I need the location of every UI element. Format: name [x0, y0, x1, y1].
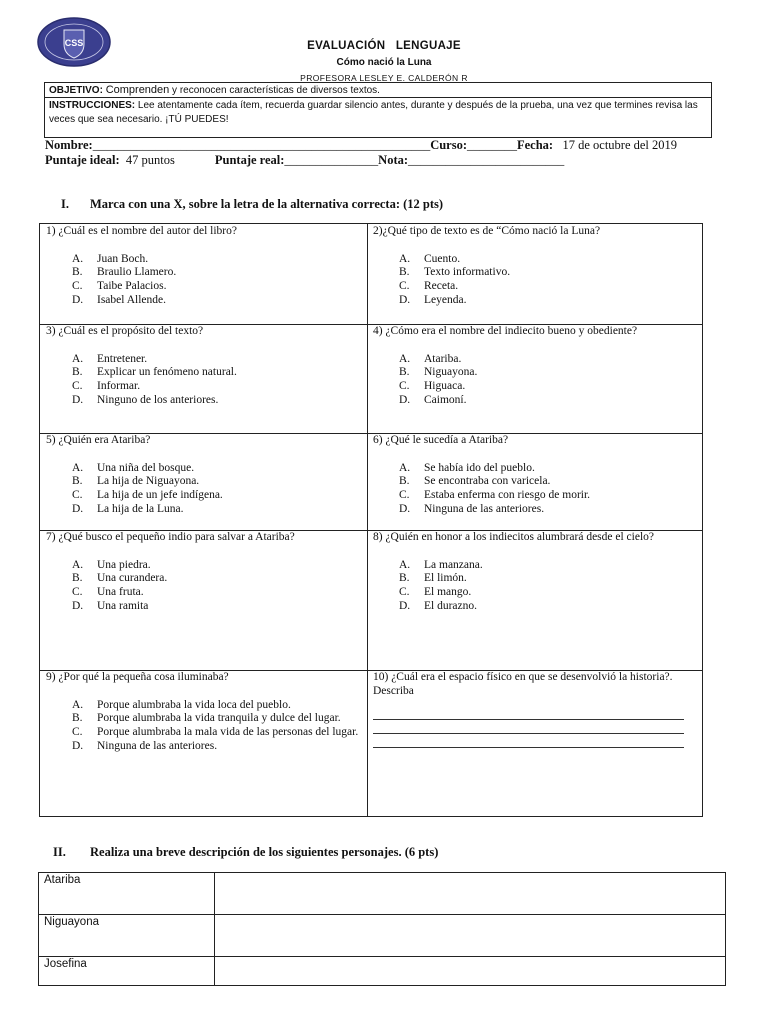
character-row: [39, 957, 725, 985]
option-b[interactable]: B. Texto informativo.: [399, 266, 511, 279]
option-b[interactable]: B. Niguayona.: [399, 366, 478, 379]
section-2-title: Realiza una breve descripción de los siguientes personajes. (6 pts): [90, 845, 439, 859]
option-d[interactable]: D. Ninguna de las anteriores.: [399, 502, 545, 515]
objective-verb: Comprenden: [105, 84, 170, 96]
grade-field[interactable]: _________________________: [408, 153, 565, 167]
course-label: Curso:: [430, 138, 467, 152]
name-label: Nombre:: [45, 138, 93, 152]
option-c[interactable]: C. Una fruta.: [72, 586, 144, 599]
character-name: Atariba: [44, 874, 81, 886]
answer-line[interactable]: [373, 720, 684, 734]
question-7: [40, 530, 367, 670]
option-c[interactable]: C. El mango.: [399, 586, 472, 599]
teacher-name: PROFESORA LESLEY E. CALDERÓN R: [300, 73, 468, 83]
question-text: 4) ¿Cómo era el nombre del indiecito bueno y obediente?: [373, 325, 638, 337]
option-a[interactable]: A. Una piedra.: [72, 558, 151, 571]
option-b[interactable]: B. Explicar un fenómeno natural.: [72, 366, 237, 379]
question-text: 1) ¿Cuál es el nombre del autor del libro?: [46, 225, 237, 237]
option-c[interactable]: C. Porque alumbraba la mala vida de las personas del lugar.: [72, 726, 359, 739]
question-4: [367, 324, 704, 433]
option-a[interactable]: A. Se había ido del pueblo.: [399, 461, 535, 474]
option-b[interactable]: B. Braulio Llamero.: [72, 266, 177, 279]
objective-text: y reconocen características de diversos textos.: [169, 85, 380, 96]
question-3: [40, 324, 367, 433]
instructions-text: Lee atentamente cada ítem, recuerda guardar silencio antes, durante y después de la prueba, una vez que termines revisa las veces que sea necesario. ¡TÚ PUEDES!: [49, 100, 698, 125]
question-text: 9) ¿Por qué la pequeña cosa iluminaba?: [46, 671, 229, 683]
option-b[interactable]: B. La hija de Niguayona.: [72, 475, 200, 488]
objective-box: [44, 82, 712, 138]
section-1-title: Marca con una X, sobre la letra de la alternativa correcta: (12 pts): [90, 197, 444, 211]
questions-table: [39, 223, 703, 817]
ideal-score-label: Puntaje ideal:: [45, 153, 120, 167]
option-a[interactable]: A. Porque alumbraba la vida loca del pueblo.: [72, 698, 291, 711]
option-a[interactable]: A. Juan Boch.: [72, 252, 149, 265]
option-d[interactable]: D. La hija de la Luna.: [72, 502, 184, 515]
option-d[interactable]: D. Ninguno de los anteriores.: [72, 393, 219, 406]
answer-line[interactable]: [373, 734, 684, 748]
name-field[interactable]: ______________________________________________________: [92, 138, 431, 152]
character-row: [39, 873, 725, 915]
question-text: 2)¿Qué tipo de texto es de “Cómo nació la Luna?: [373, 225, 601, 237]
student-info-line-1: [45, 138, 677, 153]
option-d[interactable]: D. Una ramita: [72, 599, 149, 612]
question-text: 10) ¿Cuál era el espacio físico en que se desenvolvió la historia?. Describa: [373, 671, 673, 697]
question-8: [367, 530, 704, 670]
option-c[interactable]: C. Receta.: [399, 280, 459, 293]
option-a[interactable]: A. Una niña del bosque.: [72, 461, 195, 474]
option-d[interactable]: D. Isabel Allende.: [72, 293, 166, 306]
instructions-label: INSTRUCCIONES:: [49, 100, 136, 111]
question-6: [367, 433, 704, 530]
grade-label: Nota:: [378, 153, 409, 167]
option-a[interactable]: A. Atariba.: [399, 352, 462, 365]
real-score-label: Puntaje real:: [214, 153, 285, 167]
option-b[interactable]: B. Una curandera.: [72, 572, 168, 585]
objective-row: [45, 83, 711, 98]
option-d[interactable]: D. Leyenda.: [399, 293, 467, 306]
character-name: Josefina: [44, 958, 87, 970]
option-a[interactable]: A. La manzana.: [399, 558, 483, 571]
option-a[interactable]: A. Entretener.: [72, 352, 148, 365]
section-2-number: II.: [53, 845, 66, 859]
question-text: 7) ¿Qué busco el pequeño indio para salvar a Atariba?: [46, 531, 295, 543]
question-9: [40, 670, 367, 816]
instructions-row: [45, 98, 711, 128]
student-info-line-2: [45, 153, 564, 168]
option-b[interactable]: B. Se encontraba con varicela.: [399, 475, 551, 488]
course-field[interactable]: ________: [467, 138, 517, 152]
question-5: [40, 433, 367, 530]
question-text: 5) ¿Quién era Atariba?: [46, 434, 151, 446]
option-d[interactable]: D. El durazno.: [399, 599, 478, 612]
question-text: 8) ¿Quién en honor a los indiecitos alumbrará desde el cielo?: [373, 531, 655, 543]
question-text: 6) ¿Qué le sucedía a Atariba?: [373, 434, 509, 446]
option-b[interactable]: B. El limón.: [399, 572, 467, 585]
question-1: [40, 224, 367, 324]
character-name: Niguayona: [44, 916, 99, 928]
option-c[interactable]: C. Estaba enferma con riesgo de morir.: [399, 489, 591, 502]
date-value: 17 de octubre del 2019: [562, 138, 678, 152]
option-c[interactable]: C. La hija de un jefe indígena.: [72, 489, 223, 502]
option-b[interactable]: B. Porque alumbraba la vida tranquila y dulce del lugar.: [72, 712, 341, 725]
question-2: [367, 224, 704, 324]
character-row: [39, 915, 725, 957]
characters-table: [38, 872, 726, 986]
option-d[interactable]: D. Ninguna de las anteriores.: [72, 739, 218, 752]
option-c[interactable]: C. Taibe Palacios.: [72, 280, 167, 293]
date-label: Fecha:: [517, 138, 554, 152]
logo-text: CSS: [64, 38, 84, 48]
section-1-number: I.: [61, 197, 69, 211]
option-c[interactable]: C. Informar.: [72, 380, 141, 393]
option-a[interactable]: A. Cuento.: [399, 252, 461, 265]
page-title: EVALUACIÓN LENGUAJE: [307, 40, 461, 52]
question-text: 3) ¿Cuál es el propósito del texto?: [46, 325, 204, 337]
ideal-score-value: 47 puntos: [125, 153, 175, 167]
real-score-field[interactable]: _______________: [284, 153, 379, 167]
option-d[interactable]: D. Caimoní.: [399, 393, 467, 406]
answer-line[interactable]: [373, 706, 684, 720]
page-subtitle: Cómo nació la Luna: [336, 57, 432, 68]
option-c[interactable]: C. Higuaca.: [399, 380, 466, 393]
question-10: [367, 670, 704, 816]
objective-label: OBJETIVO:: [49, 85, 103, 96]
